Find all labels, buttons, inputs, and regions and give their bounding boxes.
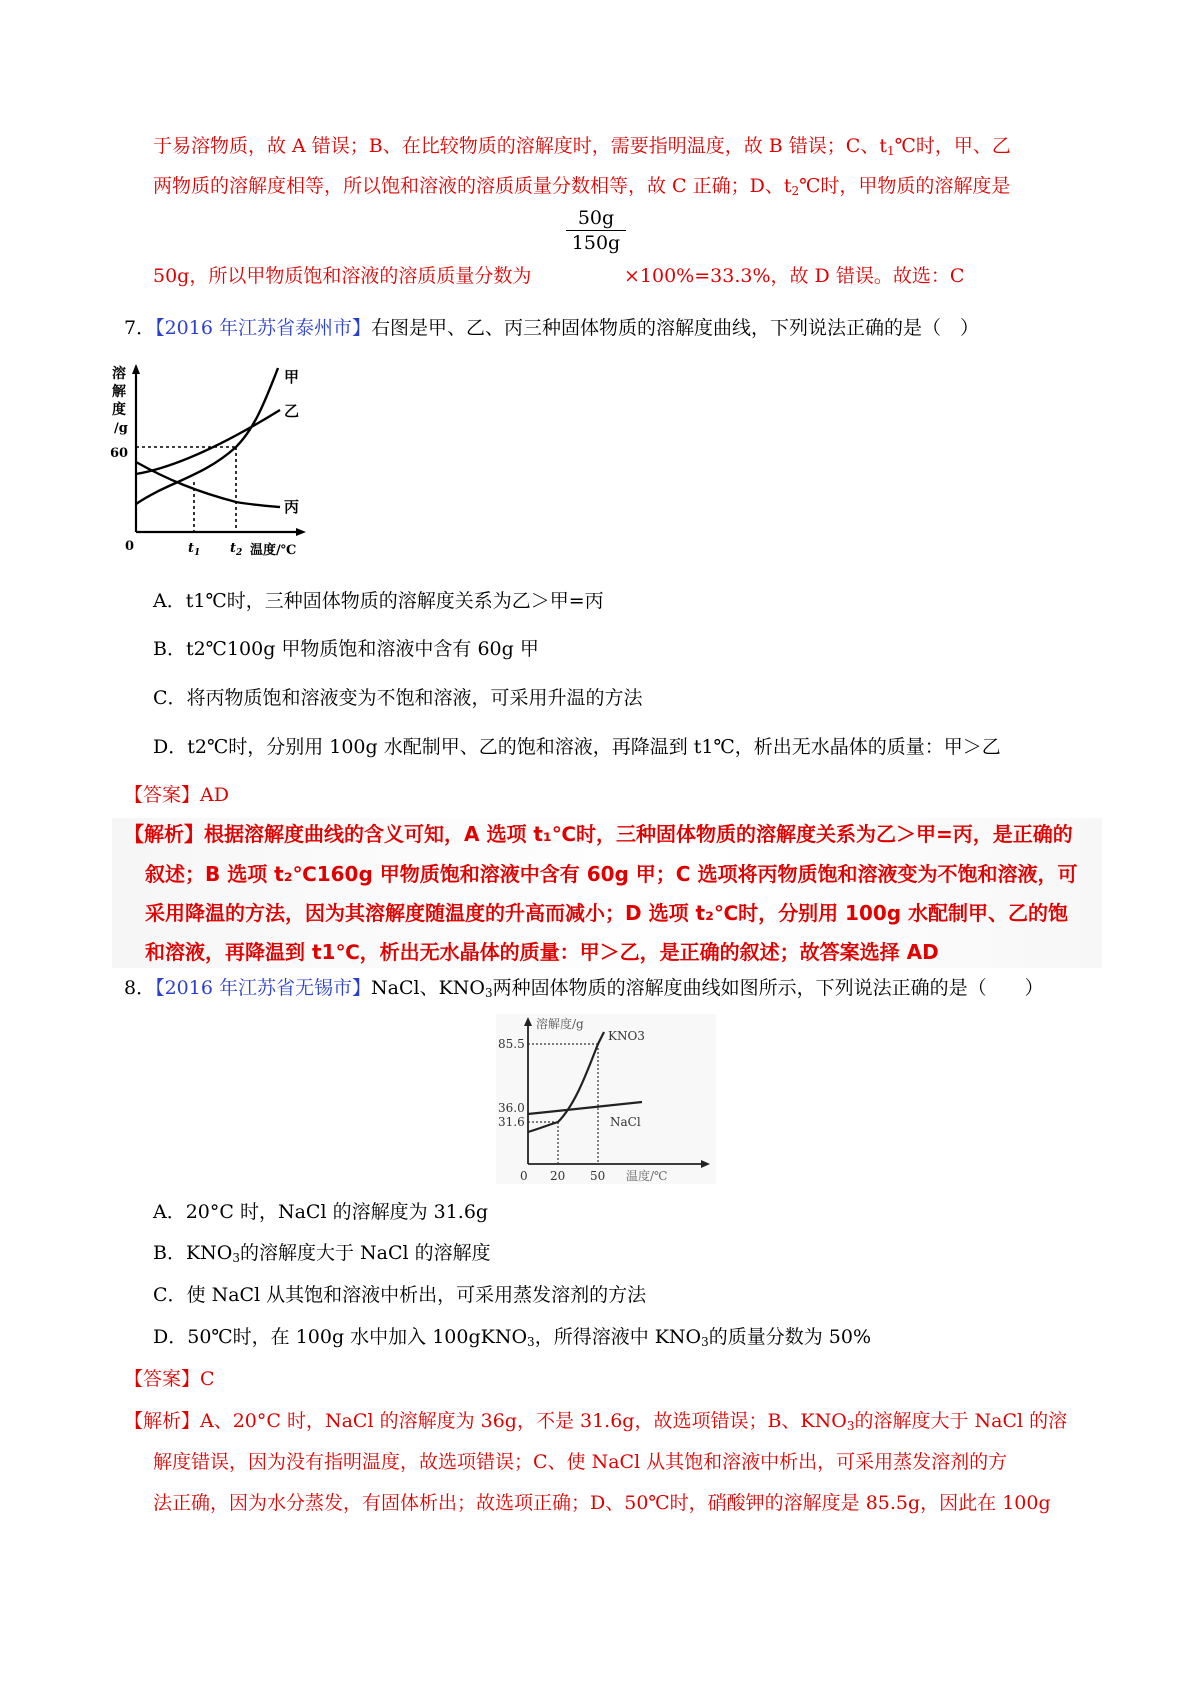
q8-label-nacl: NaCl (610, 1115, 641, 1129)
q7-ytick-60: 60 (110, 446, 129, 461)
q8-scan-shade (496, 1014, 716, 1184)
q7-ylabel-3: 度 (112, 402, 126, 418)
q7-ylabel-2: 解 (112, 384, 126, 400)
q7-ylabel-1: 溶 (112, 366, 126, 382)
q7-curve-jia (136, 368, 278, 504)
q7-xlabel: 温度/℃ (250, 543, 297, 558)
q6-analysis-line-3-end: ×100%=33.3%，故 D 错误。故选：C (624, 265, 965, 287)
q8-analysis-line-1: 【解析】A、20°C 时，NaCl 的溶解度为 36g，不是 31.6g，故选项错误；B、$KNO_3$的溶解度大于 NaCl 的溶 (124, 1410, 1068, 1433)
q7-stem (124, 316, 979, 340)
q7-y-arrow (132, 364, 140, 374)
q8-analysis-line-3: 法正确，因为水分蒸发，有固体析出；故选项正确；D、50℃时，硝酸钾的溶解度是 85.5g，因此在 100g (153, 1492, 1051, 1514)
q8-option-b: B．$KNO_3$的溶解度大于 NaCl 的溶解度 (153, 1242, 491, 1265)
q8-xtick-50: 50 (590, 1169, 606, 1183)
q7-label-bing: 丙 (284, 498, 300, 516)
q7-option-a: A．t1℃时，三种固体物质的溶解度关系为乙＞甲=丙 (153, 590, 604, 612)
q8-ytick-85: 85.5 (498, 1037, 525, 1051)
q7-number: 7． (124, 317, 156, 339)
q7-xtick-t2: $t_2$ (230, 541, 243, 558)
fraction-denominator: 150g (571, 232, 621, 254)
q8-xtick-20: 20 (550, 1169, 566, 1183)
q7-option-b: B．t2℃100g 甲物质饱和溶液中含有 60g 甲 (153, 638, 539, 660)
q8-option-d: D．50℃时，在 100g 水中加入 100gKNO$_3$，所得溶液中 $KNO_3$的质量分数为 50% (153, 1326, 872, 1349)
q8-ytick-31: 31.6 (498, 1115, 525, 1129)
q7-origin: 0 (125, 539, 135, 554)
q7-analysis-line-1: 【解析】根据溶解度曲线的含义可知，A 选项 t₁℃时，三种固体物质的溶解度关系为乙＞甲=丙，是正确的 (124, 822, 1073, 846)
q8-label-kno3: KNO3 (608, 1029, 645, 1043)
q8-xtick-0: 0 (520, 1169, 528, 1183)
q8-ylabel: 溶解度/g (536, 1017, 584, 1031)
q8-option-a: A．20°C 时，NaCl 的溶解度为 31.6g (153, 1201, 489, 1223)
q8-analysis-line-2: 解度错误，因为没有指明温度，故选项错误；C、使 NaCl 从其饱和溶液中析出，可采用蒸发溶剂的方 (153, 1451, 1008, 1473)
q7-x-arrow (296, 528, 306, 536)
q6-analysis-line-3-start: 50g，所以甲物质饱和溶液的溶质质量分数为 (153, 265, 532, 287)
q7-source: 【2016 年江苏省泰州市】 (155, 317, 371, 339)
q7-ylabel-4: /g (114, 421, 128, 436)
q8-stem: 8．【2016 年江苏省无锡市】NaCl、$KNO_3$两种固体物质的溶解度曲线如图所示，下列说法正确的是（ ） (124, 977, 1044, 1000)
q8-number: 8． (124, 977, 156, 999)
q8-ytick-36: 36.0 (498, 1101, 525, 1115)
q7-question: 右图是甲、乙、丙三种固体物质的溶解度曲线，下列说法正确的是（ ） (371, 317, 980, 339)
q7-analysis-line-3: 采用降温的方法，因为其溶解度随温度的升高而减小；D 选项 t₂℃时，分别用 100g 水配制甲、乙的饱 (145, 901, 1069, 925)
q7-solubility-chart (108, 362, 318, 562)
q8-answer: 【答案】C (124, 1368, 215, 1390)
q7-label-yi: 乙 (284, 402, 300, 420)
q6-fraction (566, 206, 626, 255)
q8-solubility-chart (496, 1014, 716, 1184)
q6-analysis-line-2: 两物质的溶解度相等，所以饱和溶液的溶质质量分数相等，故 C 正确；D、$t_2℃$时，甲物质的溶解度是 (153, 175, 1011, 198)
q7-label-jia: 甲 (284, 368, 300, 386)
q8-xlabel: 温度/℃ (626, 1169, 668, 1183)
q8-option-c: C．使 NaCl 从其饱和溶液中析出，可采用蒸发溶剂的方法 (153, 1284, 647, 1306)
q6-analysis-line-1: 于易溶物质，故 A 错误；B、在比较物质的溶解度时，需要指明温度，故 B 错误；C、$t_1℃$时，甲、乙 (153, 135, 1011, 158)
q7-option-d: D．t2℃时，分别用 100g 水配制甲、乙的饱和溶液，再降温到 t1℃，析出无水晶体的质量：甲＞乙 (153, 736, 1001, 758)
q7-analysis-line-2: 叙述；B 选项 t₂℃160g 甲物质饱和溶液中含有 60g 甲；C 选项将丙物质饱和溶液变为不饱和溶液，可 (145, 862, 1078, 886)
q7-xtick-t1: $t_1$ (188, 541, 201, 558)
q7-curve-yi (136, 410, 280, 474)
q7-option-c: C．将丙物质饱和溶液变为不饱和溶液，可采用升温的方法 (153, 687, 643, 709)
fraction-numerator: 50g (566, 206, 626, 231)
q7-answer: 【答案】AD (124, 784, 229, 806)
q7-analysis-line-4: 和溶液，再降温到 t1℃，析出无水晶体的质量：甲＞乙，是正确的叙述；故答案选择 AD (145, 940, 939, 964)
q8-source: 【2016 年江苏省无锡市】 (155, 977, 371, 999)
